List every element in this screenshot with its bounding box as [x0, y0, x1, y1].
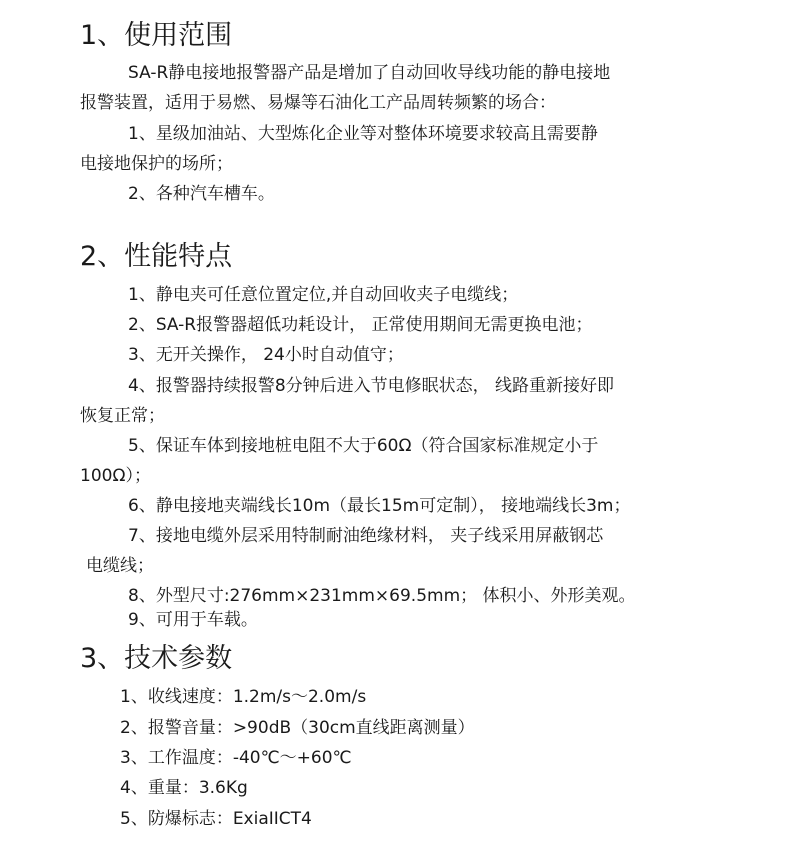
list-item-continuation: 电接地保护的场所； [80, 154, 233, 174]
section-title-technical-params: 3、技术参数 [80, 643, 233, 674]
list-item: 2、SA-R报警器超低功耗设计， 正常使用期间无需更换电池； [128, 315, 593, 335]
list-item: 7、接地电缆外层采用特制耐油绝缘材料， 夹子线采用屏蔽钢芯 [128, 526, 604, 546]
param-row: 4、重量：3.6Kg [120, 778, 248, 798]
list-item-continuation: 100Ω）； [80, 466, 151, 486]
list-item-continuation: 电缆线； [86, 556, 154, 576]
section-title-features: 2、性能特点 [80, 241, 233, 272]
param-row: 5、防爆标志：ExiaIICT4 [120, 809, 312, 829]
list-item: 1、星级加油站、大型炼化企业等对整体环境要求较高且需要静 [128, 124, 598, 144]
paragraph-line: SA-R静电接地报警器产品是增加了自动回收导线功能的静电接地 [128, 63, 611, 83]
list-item: 9、可用于车载。 [128, 610, 258, 630]
list-item: 4、报警器持续报警8分钟后进入节电修眠状态， 线路重新接好即 [128, 376, 615, 396]
section-title-usage-scope: 1、使用范围 [80, 20, 233, 51]
param-row: 3、工作温度：-40℃～+60℃ [120, 748, 352, 768]
list-item: 6、静电接地夹端线长10m（最长15m可定制）， 接地端线长3m； [128, 496, 631, 516]
list-item: 5、保证车体到接地桩电阻不大于60Ω（符合国家标准规定小于 [128, 436, 599, 456]
param-row: 1、收线速度：1.2m/s～2.0m/s [120, 687, 367, 707]
list-item: 2、各种汽车槽车。 [128, 184, 275, 204]
list-item: 1、静电夹可任意位置定位,并自动回收夹子电缆线； [128, 285, 519, 305]
paragraph-line: 报警装置，适用于易燃、易爆等石油化工产品周转频繁的场合： [80, 93, 556, 113]
list-item-continuation: 恢复正常； [80, 406, 165, 426]
param-row: 2、报警音量：>90dB（30cm直线距离测量） [120, 718, 475, 738]
list-item: 8、外型尺寸:276mm×231mm×69.5mm； 体积小、外形美观。 [128, 586, 636, 606]
list-item: 3、无开关操作， 24小时自动值守； [128, 345, 404, 365]
